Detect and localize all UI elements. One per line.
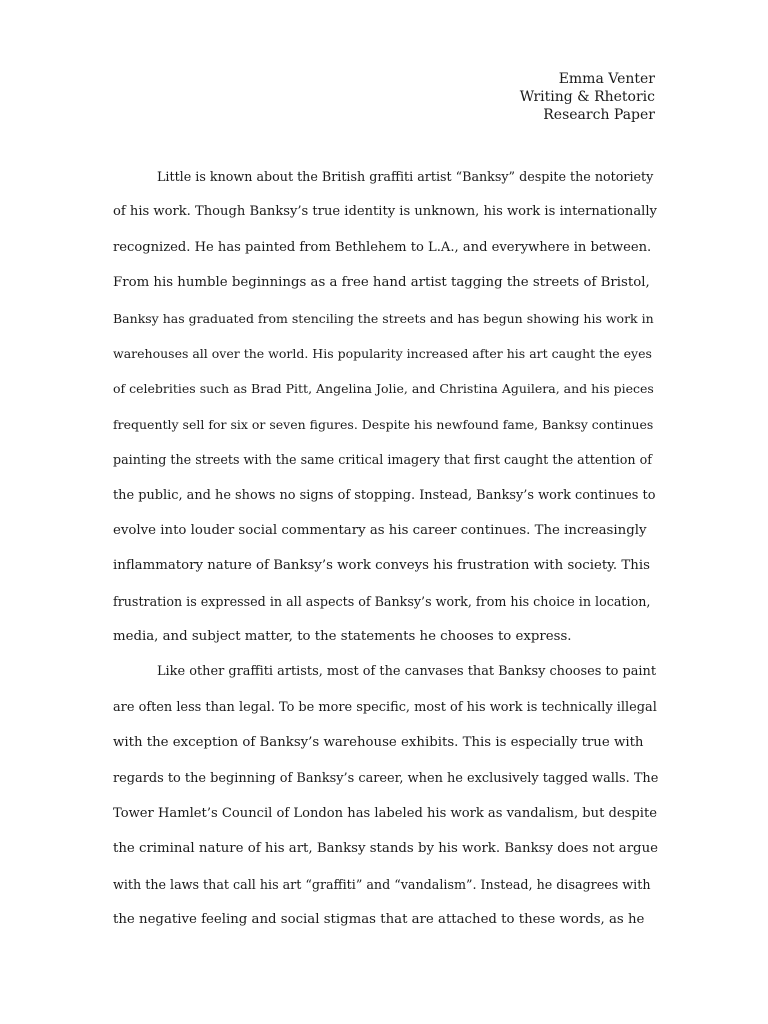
paragraph-line: Like other graffiti artists, most of the canvases that Banksy chooses to paint	[157, 664, 657, 680]
document-body	[113, 159, 658, 938]
paragraph-2	[113, 654, 658, 937]
paragraph-line: warehouses all over the world. His popularity increased after his art caught the eyes	[113, 345, 652, 361]
paragraph-line: with the exception of Banksy’s warehouse exhibits. This is especially true with	[113, 735, 644, 751]
paragraph-line: recognized. He has painted from Bethlehem to L.A., and everywhere in between.	[113, 239, 652, 255]
paragraph-line: are often less than legal. To be more specific, most of his work is technically illegal	[113, 699, 657, 715]
paragraph-line: frequently sell for six or seven figures. Despite his newfound fame, Banksy continues	[113, 416, 654, 432]
paragraph-line: the negative feeling and social stigmas that are attached to these words, as he	[113, 912, 645, 928]
paragraph-line: regards to the beginning of Banksy’s career, when he exclusively tagged walls. The	[113, 770, 658, 786]
assignment-type: Research Paper	[543, 107, 655, 123]
paragraph-line: Little is known about the British graffiti artist “Banksy” despite the notoriety	[157, 169, 654, 184]
paragraph-line: inflammatory nature of Banksy’s work conveys his frustration with society. This	[113, 558, 650, 574]
course-name: Writing & Rhetoric	[519, 89, 655, 105]
paragraph-1	[113, 159, 658, 654]
author-name: Emma Venter	[558, 71, 655, 87]
paragraph-line: evolve into louder social commentary as his career continues. The increasingly	[113, 522, 647, 538]
paragraph-line: Banksy has graduated from stenciling the streets and has begun showing his work in	[113, 310, 654, 326]
paragraph-line: the public, and he shows no signs of stopping. Instead, Banksy’s work continues to	[113, 487, 656, 503]
paragraph-line: From his humble beginnings as a free hand artist tagging the streets of Bristol,	[113, 275, 650, 291]
paragraph-line: frustration is expressed in all aspects of Banksy’s work, from his choice in location,	[113, 593, 651, 609]
paragraph-line: of celebrities such as Brad Pitt, Angelina Jolie, and Christina Aguilera, and his pieces	[113, 381, 654, 397]
paragraph-line: the criminal nature of his art, Banksy stands by his work. Banksy does not argue	[113, 841, 658, 857]
paragraph-line: with the laws that call his art “graffiti” and “vandalism”. Instead, he disagrees with	[113, 876, 651, 892]
document-header	[520, 70, 655, 124]
paragraph-line: Tower Hamlet’s Council of London has labeled his work as vandalism, but despite	[113, 806, 657, 822]
paragraph-line: painting the streets with the same critical imagery that first caught the attention of	[113, 452, 652, 468]
paragraph-line: media, and subject matter, to the statements he chooses to express.	[113, 629, 572, 645]
paragraph-line: of his work. Though Banksy’s true identity is unknown, his work is internationally	[113, 204, 657, 220]
